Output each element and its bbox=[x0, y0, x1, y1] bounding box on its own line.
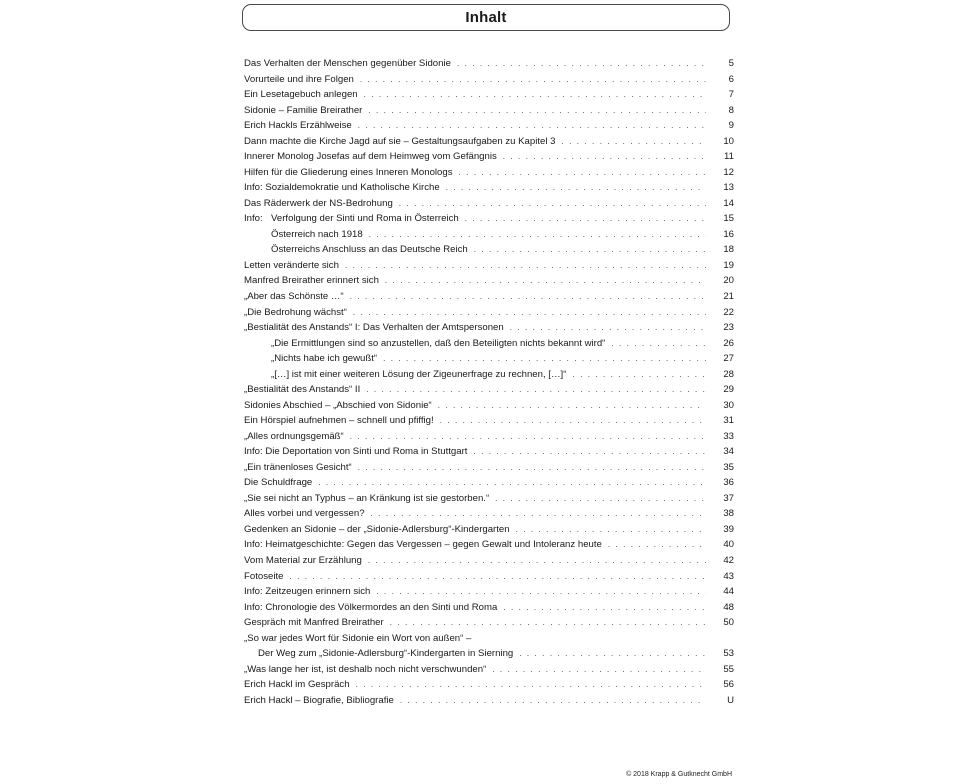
toc-entry-page-number: 21 bbox=[723, 290, 734, 302]
toc-entry bbox=[244, 87, 734, 103]
toc-entry-title: Ein Lesetagebuch anlegen bbox=[244, 89, 358, 101]
toc-entry-title: „Nichts habe ich gewußt“ bbox=[271, 353, 378, 365]
toc-entry-page-number: 38 bbox=[723, 508, 734, 520]
dot-leader bbox=[503, 149, 706, 165]
toc-entry-page-number: 39 bbox=[723, 523, 734, 535]
dot-leader bbox=[350, 289, 706, 305]
dot-leader bbox=[289, 569, 706, 585]
toc-entry bbox=[244, 429, 734, 445]
toc-entry bbox=[244, 600, 734, 616]
toc-entry-title: Info: Die Deportation von Sinti und Roma in Stuttgart bbox=[244, 446, 468, 458]
toc-entry bbox=[244, 569, 734, 585]
dot-leader bbox=[366, 382, 706, 398]
toc-entry-title: Gedenken an Sidonie – der „Sidonie-Adlersburg“-Kindergarten bbox=[244, 523, 510, 535]
toc-entry bbox=[244, 537, 734, 553]
toc-entry-title: Sidonie – Familie Breirather bbox=[244, 104, 363, 116]
toc-entry-title: Alles vorbei und vergessen? bbox=[244, 508, 365, 520]
toc-entry bbox=[244, 134, 734, 150]
toc-entry bbox=[244, 56, 734, 72]
toc-entry bbox=[244, 693, 734, 709]
toc-entry-page-number: 26 bbox=[723, 337, 734, 349]
toc-entry-title: Fotoseite bbox=[244, 570, 284, 582]
dot-leader bbox=[400, 693, 706, 709]
toc-entry-title: Gespräch mit Manfred Breirather bbox=[244, 617, 384, 629]
toc-entry-title: Hilfen für die Gliederung eines Inneren Monologs bbox=[244, 166, 453, 178]
toc-entry-title: Manfred Breirather erinnert sich bbox=[244, 275, 379, 287]
dot-leader bbox=[438, 398, 706, 414]
toc-entry-page-number: 5 bbox=[728, 58, 734, 69]
dot-leader bbox=[369, 227, 706, 243]
toc-entry-title: Vom Material zur Erzählung bbox=[244, 555, 362, 566]
toc-entry bbox=[244, 273, 734, 289]
dot-leader bbox=[457, 56, 706, 72]
dot-leader bbox=[318, 475, 706, 491]
toc-entry bbox=[244, 258, 734, 274]
toc-entry bbox=[244, 165, 734, 181]
toc-entry bbox=[244, 460, 734, 476]
toc-entry-page-number: 43 bbox=[723, 570, 734, 582]
toc-entry-title: „[…] ist mit einer weiteren Lösung der Zigeunerfrage zu rechnen, […]“ bbox=[271, 368, 567, 380]
toc-entry bbox=[244, 615, 734, 631]
toc-entry bbox=[244, 646, 734, 662]
copyright-notice: © 2018 Krapp & Gutknecht GmbH bbox=[626, 771, 732, 778]
dot-leader bbox=[371, 506, 706, 522]
title-box bbox=[242, 4, 730, 31]
dot-leader bbox=[572, 367, 706, 383]
toc-entry bbox=[244, 196, 734, 212]
toc-entry bbox=[244, 103, 734, 119]
toc-entry-title: Dann machte die Kirche Jagd auf sie – Gestaltungsaufgaben zu Kapitel 3 bbox=[244, 135, 556, 147]
toc-entry bbox=[244, 413, 734, 429]
toc-entry bbox=[244, 522, 734, 538]
toc-entry-title: Ein Hörspiel aufnehmen – schnell und pfiffig! bbox=[244, 415, 434, 427]
toc-entry bbox=[244, 305, 734, 321]
toc-entry bbox=[244, 289, 734, 305]
toc-entry bbox=[244, 631, 734, 647]
toc-entry bbox=[244, 584, 734, 600]
toc-entry-page-number: 6 bbox=[728, 73, 734, 85]
toc-entry bbox=[244, 118, 734, 134]
toc-entry-title: Der Weg zum „Sidonie-Adlersburg“-Kindergarten in Sierning bbox=[258, 648, 514, 660]
dot-leader bbox=[611, 336, 706, 352]
toc-entry bbox=[244, 320, 734, 336]
toc-entry-page-number: 40 bbox=[723, 539, 734, 551]
toc-entry-title: Erich Hackls Erzählweise bbox=[244, 120, 352, 132]
dot-leader bbox=[356, 677, 706, 693]
dot-leader bbox=[376, 584, 706, 600]
toc-entry-title: Das Verhalten der Menschen gegenüber Sidonie bbox=[244, 58, 451, 69]
dot-leader bbox=[510, 320, 706, 336]
toc-entry-page-number: 30 bbox=[723, 399, 734, 411]
dot-leader bbox=[492, 662, 706, 678]
dot-leader bbox=[385, 273, 706, 289]
toc-entry bbox=[244, 367, 734, 383]
toc-entry-title: Info: Sozialdemokratie und Katholische Kirche bbox=[244, 182, 440, 194]
toc-entry bbox=[244, 553, 734, 569]
dot-leader bbox=[465, 211, 706, 227]
toc-entry bbox=[244, 227, 734, 243]
toc-entry-page-number: 31 bbox=[723, 415, 734, 427]
dot-leader bbox=[516, 522, 706, 538]
toc-entry-title: „Bestialität des Anstands“ I: Das Verhalten der Amtspersonen bbox=[244, 322, 504, 334]
toc-entry-page-number: 42 bbox=[723, 555, 734, 566]
toc-entry-title: Info: Heimatgeschichte: Gegen das Vergessen – gegen Gewalt und Intoleranz heute bbox=[244, 539, 602, 551]
toc-entry-page-number: 23 bbox=[723, 322, 734, 334]
toc-entry-page-number: 22 bbox=[723, 306, 734, 318]
toc-entry-page-number: 18 bbox=[723, 244, 734, 256]
dot-leader bbox=[399, 196, 706, 212]
toc-entry-title: „Bestialität des Anstands“ II bbox=[244, 384, 361, 396]
toc-entry-page-number: 55 bbox=[723, 663, 734, 675]
toc-entry-page-number: 10 bbox=[723, 135, 734, 147]
toc-entry-title: „Was lange her ist, ist deshalb noch nicht verschwunden“ bbox=[244, 663, 487, 675]
toc-entry-title: „Die Bedrohung wächst“ bbox=[244, 306, 347, 318]
dot-leader bbox=[383, 351, 706, 367]
dot-leader bbox=[561, 134, 706, 150]
dot-leader bbox=[364, 87, 706, 103]
dot-leader bbox=[368, 553, 706, 569]
toc-entry-title: „Sie sei nicht an Typhus – an Kränkung ist sie gestorben.“ bbox=[244, 492, 490, 504]
toc-entry-page-number: 35 bbox=[723, 461, 734, 473]
toc-entry-page-number: 14 bbox=[723, 197, 734, 209]
toc-entry-page-number: 50 bbox=[723, 617, 734, 629]
dot-leader bbox=[390, 615, 706, 631]
dot-leader bbox=[519, 646, 706, 662]
toc-entry-page-number: 16 bbox=[723, 228, 734, 240]
toc-entry-title: Info: Zeitzeugen erinnern sich bbox=[244, 586, 371, 598]
dot-leader bbox=[495, 491, 706, 507]
toc-entry bbox=[244, 444, 734, 460]
toc-entry-page-number: 44 bbox=[723, 586, 734, 598]
toc-entry-page-number: 13 bbox=[723, 182, 734, 194]
toc-entry bbox=[244, 351, 734, 367]
toc-entry-title: Erich Hackl im Gespräch bbox=[244, 679, 350, 691]
toc-entry bbox=[244, 382, 734, 398]
toc-entry-title: „Die Ermittlungen sind so anzustellen, daß den Beteiligten nichts bekannt wird“ bbox=[271, 337, 606, 349]
toc-entry-title: „Alles ordnungsgemäß“ bbox=[244, 430, 344, 442]
toc-entry-page-number: 8 bbox=[728, 104, 734, 116]
toc-entry-title: Die Schuldfrage bbox=[244, 477, 313, 489]
dot-leader bbox=[358, 118, 706, 134]
toc-entry-page-number: 27 bbox=[723, 353, 734, 365]
toc-entry-page-number: 11 bbox=[724, 151, 734, 163]
dot-leader bbox=[474, 242, 706, 258]
dot-leader bbox=[440, 413, 706, 429]
toc-entry bbox=[244, 180, 734, 196]
toc-entry-title: „So war jedes Wort für Sidonie ein Wort von außen“ – bbox=[244, 632, 472, 644]
toc-entry-title: Erich Hackl – Biografie, Bibliografie bbox=[244, 694, 394, 706]
toc-entry-title: Sidonies Abschied – „Abschied von Sidonie“ bbox=[244, 399, 432, 411]
toc-entry bbox=[244, 72, 734, 88]
dot-leader bbox=[358, 460, 706, 476]
table-of-contents bbox=[244, 56, 734, 708]
toc-entry-title: Verfolgung der Sinti und Roma in Österreich bbox=[271, 213, 459, 225]
toc-entry-page-number: 12 bbox=[723, 166, 734, 178]
dot-leader bbox=[360, 72, 706, 88]
toc-entry-page-number: 15 bbox=[723, 213, 734, 225]
dot-leader bbox=[608, 537, 706, 553]
toc-entry bbox=[244, 491, 734, 507]
toc-entry-page-number: 34 bbox=[723, 446, 734, 458]
toc-entry-page-number: 28 bbox=[723, 368, 734, 380]
toc-entry bbox=[244, 475, 734, 491]
toc-entry-title: „Ein tränenloses Gesicht“ bbox=[244, 461, 352, 473]
dot-leader bbox=[353, 305, 706, 321]
toc-entry-page-number: U bbox=[727, 694, 734, 706]
toc-entry-title: Vorurteile und ihre Folgen bbox=[244, 73, 354, 85]
dot-leader bbox=[459, 165, 706, 181]
toc-entry-title: Innerer Monolog Josefas auf dem Heimweg vom Gefängnis bbox=[244, 151, 497, 163]
toc-entry-title: Info: Chronologie des Völkermordes an den Sinti und Roma bbox=[244, 601, 498, 613]
toc-entry-title: „Aber das Schönste …“ bbox=[244, 290, 344, 302]
toc-entry bbox=[244, 662, 734, 678]
toc-entry-title: Letten veränderte sich bbox=[244, 259, 339, 271]
dot-leader bbox=[350, 429, 706, 445]
page-title: Inhalt bbox=[465, 9, 507, 26]
toc-entry-page-number: 37 bbox=[723, 492, 734, 504]
toc-entry bbox=[244, 242, 734, 258]
toc-entry bbox=[244, 506, 734, 522]
toc-entry-prefix: Info: bbox=[244, 213, 263, 225]
toc-entry bbox=[244, 398, 734, 414]
toc-entry-page-number: 9 bbox=[728, 120, 734, 132]
toc-entry-page-number: 7 bbox=[728, 89, 734, 101]
toc-entry-title: Österreich nach 1918 bbox=[271, 228, 363, 240]
toc-entry-title: Das Räderwerk der NS-Bedrohung bbox=[244, 197, 393, 209]
toc-entry-page-number: 53 bbox=[723, 648, 734, 660]
toc-entry bbox=[244, 211, 734, 227]
toc-entry bbox=[244, 336, 734, 352]
toc-entry-page-number: 19 bbox=[723, 259, 734, 271]
toc-entry-page-number: 29 bbox=[723, 384, 734, 396]
toc-entry-title: Österreichs Anschluss an das Deutsche Reich bbox=[271, 244, 468, 256]
dot-leader bbox=[345, 258, 706, 274]
toc-entry-page-number: 36 bbox=[723, 477, 734, 489]
dot-leader bbox=[503, 600, 706, 616]
toc-entry bbox=[244, 677, 734, 693]
toc-entry bbox=[244, 149, 734, 165]
toc-entry-page-number: 56 bbox=[723, 679, 734, 691]
toc-entry-page-number: 33 bbox=[723, 430, 734, 442]
toc-entry-page-number: 20 bbox=[723, 275, 734, 287]
dot-leader bbox=[446, 180, 706, 196]
dot-leader bbox=[368, 103, 706, 119]
toc-entry-page-number: 48 bbox=[723, 601, 734, 613]
dot-leader bbox=[473, 444, 706, 460]
